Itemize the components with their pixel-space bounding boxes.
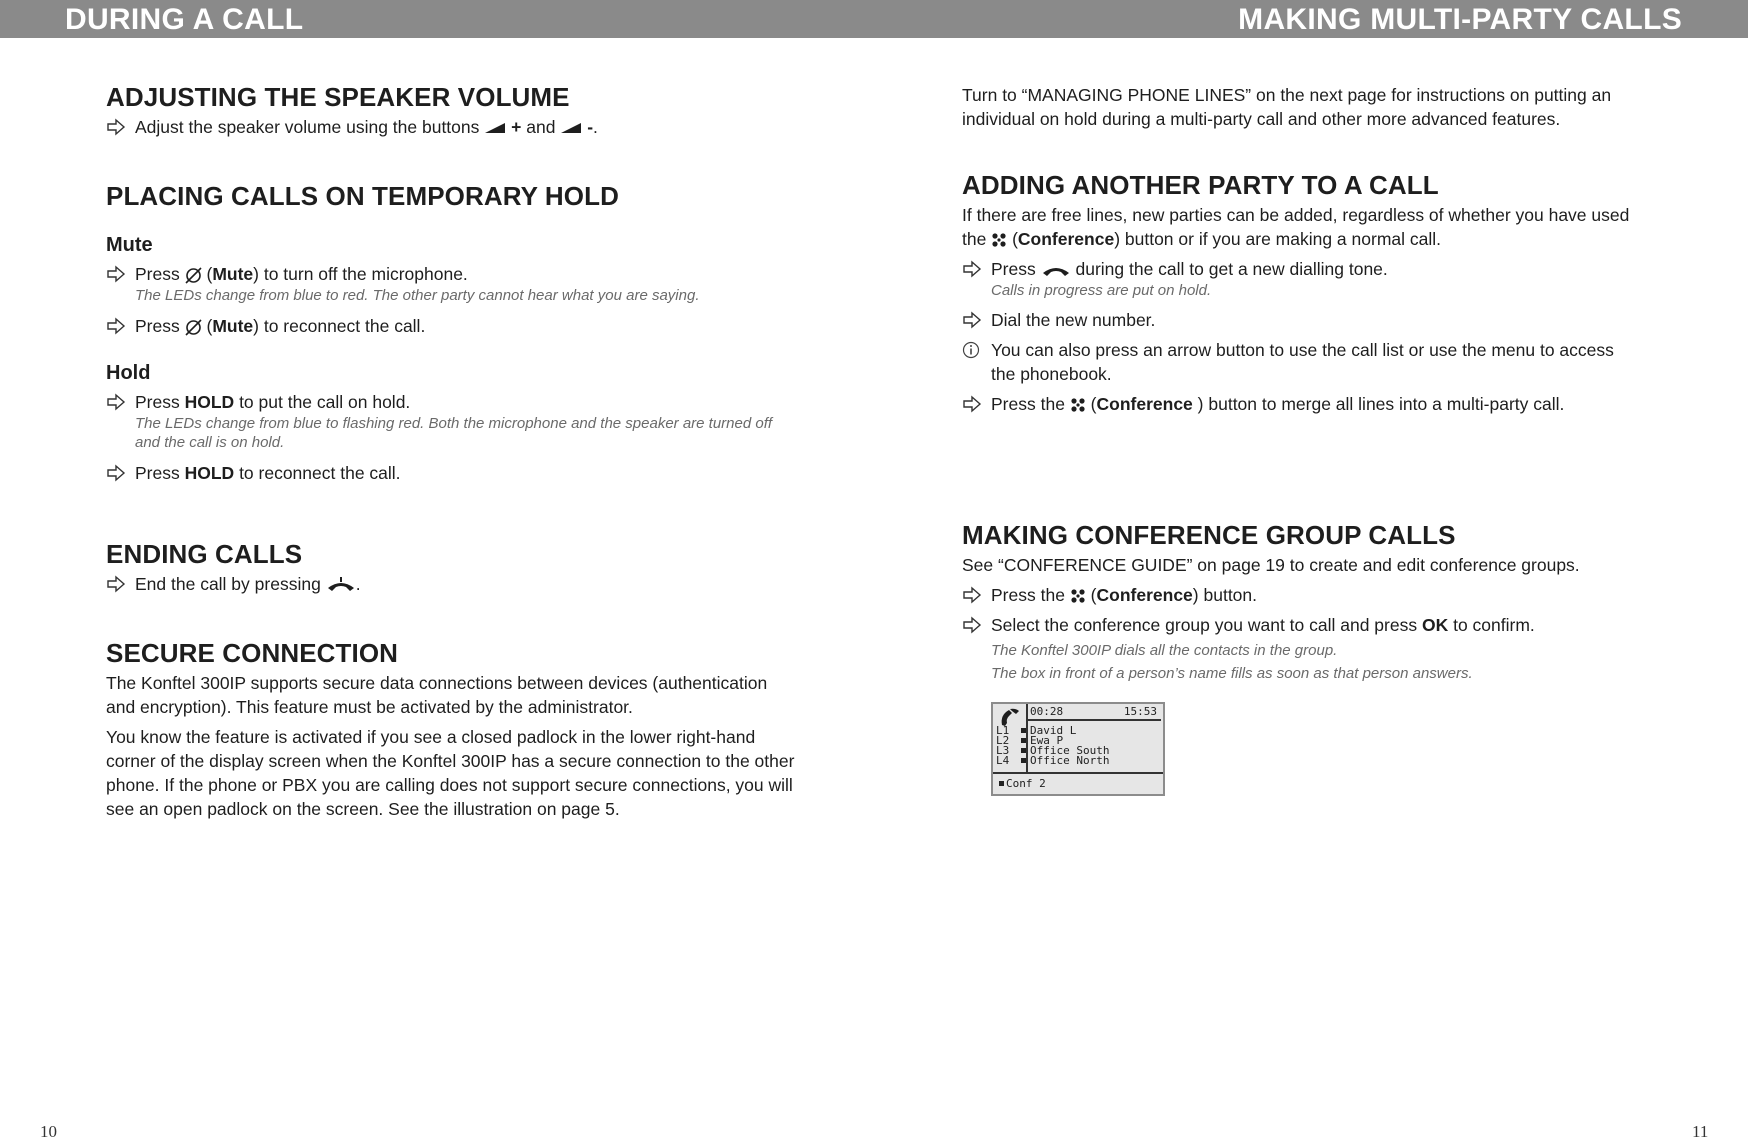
section-title: PLACING CALLS ON TEMPORARY HOLD xyxy=(106,181,619,211)
info-icon xyxy=(962,338,984,362)
arrow-bullet-icon xyxy=(106,572,128,596)
adding-step-3: Press the (Conference ) button to merge all lines into a multi-party call. xyxy=(962,392,1642,416)
arrow-bullet-icon xyxy=(106,115,128,139)
display-name: Office South xyxy=(1030,744,1110,757)
conference-icon xyxy=(1070,397,1086,413)
page-number-right: 11 xyxy=(1692,1122,1709,1141)
adding-paragraph: If there are free lines, new parties can be added, regardless of whether you have used the (Conference) button or if you are making a normal call. xyxy=(962,205,1630,249)
display-line-row: L3 xyxy=(996,746,1029,756)
display-name: David L xyxy=(1030,724,1077,737)
section-title: ENDING CALLS xyxy=(106,539,303,569)
adding-note: Calls in progress are put on hold. xyxy=(991,282,1212,299)
display-divider-top xyxy=(1028,719,1161,721)
display-footer: Conf 2 xyxy=(999,777,1046,790)
group-note-1: The Konftel 300IP dials all the contacts in the group. xyxy=(991,642,1338,659)
adding-party-section xyxy=(962,168,1642,416)
display-line-list xyxy=(996,726,1029,766)
temporary-hold-section xyxy=(106,179,796,485)
intro-paragraph: Turn to “MANAGING PHONE LINES” on the next page for instructions on putting an individual on hold during a multi-party call and other more advanced features. xyxy=(962,85,1612,129)
display-line-row: L1 xyxy=(996,726,1029,736)
arrow-bullet-icon xyxy=(962,583,984,607)
display-screen-illustration xyxy=(991,702,1165,796)
display-divider-bottom xyxy=(993,772,1163,774)
display-clock: 15:53 xyxy=(1123,705,1157,718)
hold-step-2: Press HOLD to reconnect the call. xyxy=(106,461,796,485)
section-title: SECURE CONNECTION xyxy=(106,638,399,668)
speaker-step: Adjust the speaker volume using the buttons + and -. xyxy=(106,115,598,139)
secure-paragraph-2: You know the feature is activated if you see a closed padlock in the lower right-hand corner of the display screen when the Konftel 300IP has a secure connection to the other phone. If the phone or PBX you are calling does not support secure connections, you will see an open padlock on the screen. See the illustration on page 5. xyxy=(106,727,795,819)
ending-calls-section xyxy=(106,537,361,596)
section-title: ADDING ANOTHER PARTY TO A CALL xyxy=(962,170,1439,200)
mute-step-2: Press (Mute) to reconnect the call. xyxy=(106,314,796,338)
left-page-title: DURING A CALL xyxy=(65,3,304,36)
section-title: ADJUSTING THE SPEAKER VOLUME xyxy=(106,82,570,112)
volume-button-icon xyxy=(484,122,506,134)
hold-step-1: Press HOLD to put the call on hold. xyxy=(106,390,796,414)
header-bar xyxy=(0,0,1748,38)
display-name: Office North xyxy=(1030,754,1110,767)
group-step-1: Press the (Conference) button. xyxy=(962,583,1642,607)
arrow-bullet-icon xyxy=(962,257,984,281)
arrow-bullet-icon xyxy=(962,308,984,332)
group-intro: See “CONFERENCE GUIDE” on page 19 to create and edit conference groups. xyxy=(962,555,1580,575)
display-name: Ewa P xyxy=(1030,734,1064,747)
speaker-volume-section xyxy=(106,80,598,139)
adding-step-1: Press during the call to get a new dialling tone. xyxy=(962,257,1642,281)
mute-subtitle: Mute xyxy=(106,234,153,256)
arrow-bullet-icon xyxy=(106,461,128,485)
ending-step: End the call by pressing . xyxy=(106,572,361,596)
arrow-bullet-icon xyxy=(962,613,984,637)
conference-group-section xyxy=(962,518,1642,796)
group-step-2: Select the conference group you want to call and press OK to confirm. xyxy=(962,613,1642,637)
arrow-bullet-icon xyxy=(106,314,128,338)
hang-up-icon xyxy=(326,577,356,593)
arrow-bullet-icon xyxy=(106,390,128,414)
conference-icon xyxy=(1070,588,1086,604)
display-line-row: L4 xyxy=(996,756,1029,766)
mute-icon xyxy=(185,267,202,284)
arrow-bullet-icon xyxy=(106,262,128,286)
display-name-list xyxy=(1030,726,1109,766)
hold-note: The LEDs change from blue to flashing red. Both the microphone and the speaker are turned off and the call is on hold. xyxy=(135,415,773,451)
secure-paragraph-1: The Konftel 300IP supports secure data connections between devices (authentication and encryption). This feature must be activated by the administrator. xyxy=(106,673,768,717)
arrow-bullet-icon xyxy=(962,392,984,416)
adding-step-2: Dial the new number. xyxy=(962,308,1642,332)
section-title: MAKING CONFERENCE GROUP CALLS xyxy=(962,520,1456,550)
adding-info: You can also press an arrow button to use the call list or use the menu to access the phonebook. xyxy=(962,338,1642,386)
mute-icon xyxy=(185,319,202,336)
right-page-title: MAKING MULTI-PARTY CALLS xyxy=(1238,3,1682,36)
mute-note: The LEDs change from blue to red. The other party cannot hear what you are saying. xyxy=(135,287,700,304)
group-note-2: The box in front of a person’s name fills as soon as that person answers. xyxy=(991,665,1473,682)
page-number-left: 10 xyxy=(40,1122,57,1141)
secure-connection-section xyxy=(106,636,796,821)
conference-icon xyxy=(991,232,1007,248)
display-call-timer: 00:28 xyxy=(1030,705,1064,718)
off-hook-icon xyxy=(1041,262,1071,278)
volume-button-icon xyxy=(560,122,582,134)
mute-step-1: Press (Mute) to turn off the microphone. xyxy=(106,262,796,286)
display-line-row: L2 xyxy=(996,736,1029,746)
hold-subtitle: Hold xyxy=(106,362,151,384)
